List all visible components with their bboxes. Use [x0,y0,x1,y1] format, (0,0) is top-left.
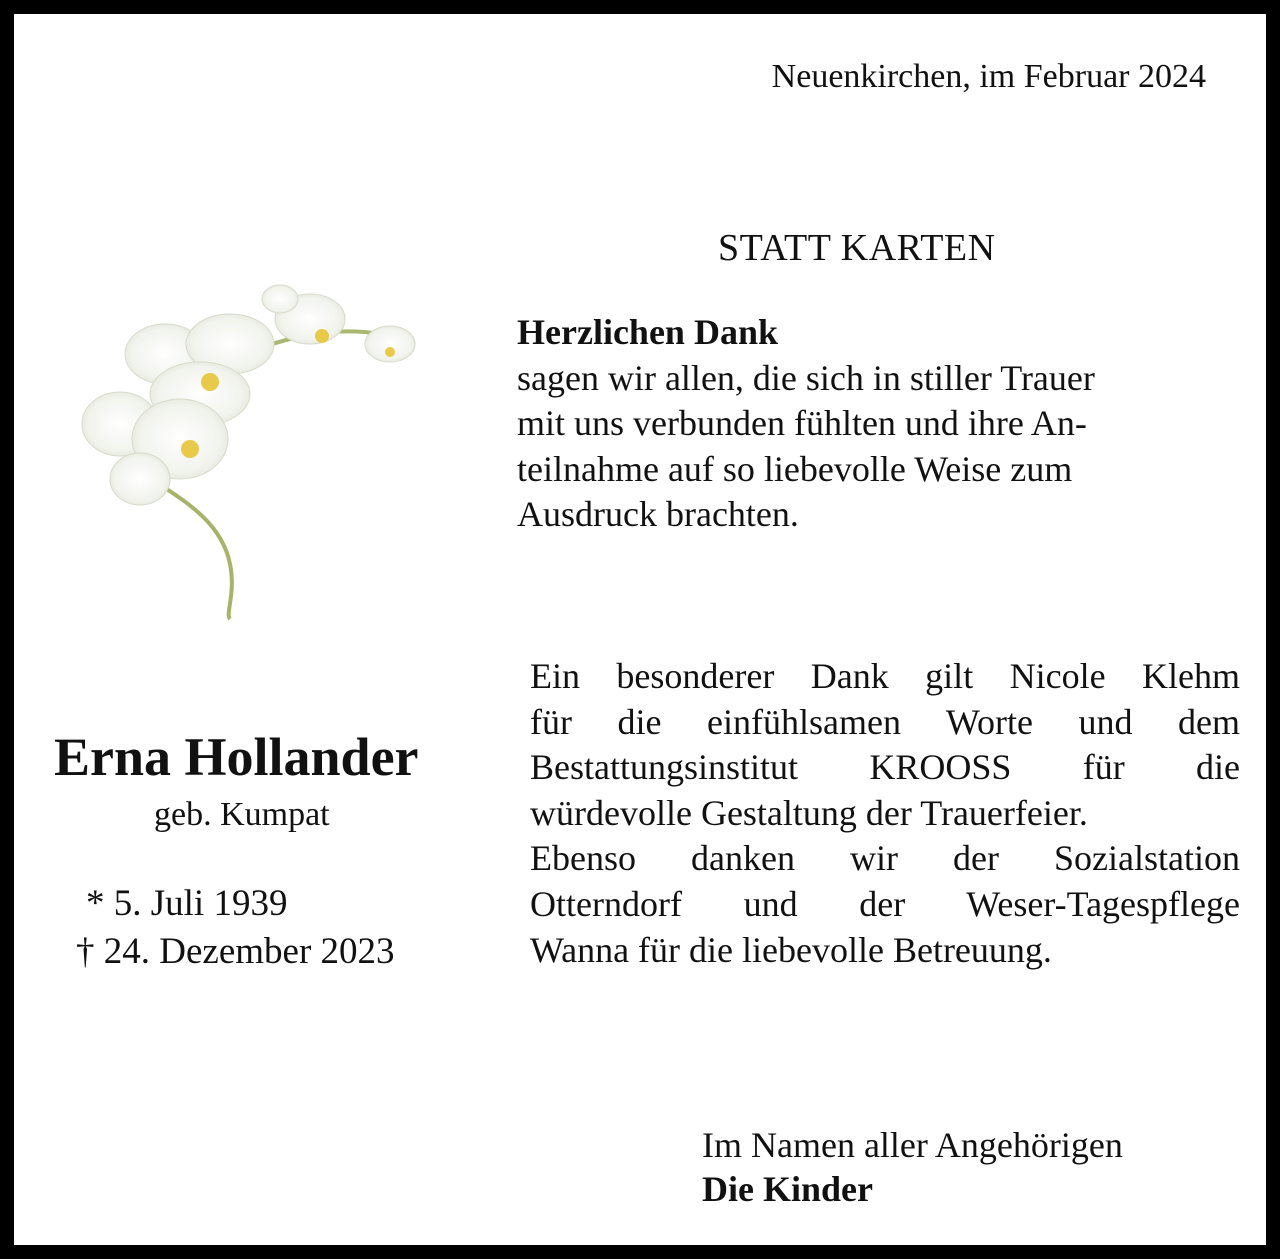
death-date: † 24. Dezember 2023 [76,931,395,972]
signature-name: Die Kinder [702,1169,873,1209]
place-date: Neuenkirchen, im Februar 2024 [771,58,1206,95]
signature-line: Im Namen aller Angehörigen [702,1125,1123,1165]
thanks-line: sagen wir allen, die sich in stiller Trauer [517,357,1095,398]
special-thanks-block [530,654,1240,973]
statt-karten-label: STATT KARTEN [718,227,996,269]
special-thanks-line: würdevolle Gestaltung der Trauerfeier. [530,792,1088,833]
special-thanks-line: Bestattungsinstitut KROOSS für die [530,747,1240,788]
special-thanks-line: Ein besonderer Dank gilt Nicole Klehm [530,656,1240,696]
birth-date: * 5. Juli 1939 [86,883,288,924]
thanks-line: Ausdruck brachten. [517,494,799,534]
thanks-line: teilnahme auf so liebevolle Weise zum [517,448,1073,489]
maiden-name: geb. Kumpat [154,796,330,833]
special-thanks-line: Wanna für die liebevolle Betreuung. [530,929,1052,970]
orchid-flower-image [60,264,450,624]
thanks-line: mit uns verbunden fühlten und ihre An- [517,403,1087,443]
thanks-block [517,310,1095,538]
special-thanks-line: Ebenso danken wir der Sozialstation [530,838,1240,879]
special-thanks-line: für die einfühlsamen Worte und dem [530,701,1240,742]
thanks-heading: Herzlichen Dank [517,312,778,352]
special-thanks-line: Otterndorf und der Weser-Tagespflege [530,883,1240,924]
obituary-card [14,14,1266,1245]
deceased-name: Erna Hollander [54,727,419,787]
